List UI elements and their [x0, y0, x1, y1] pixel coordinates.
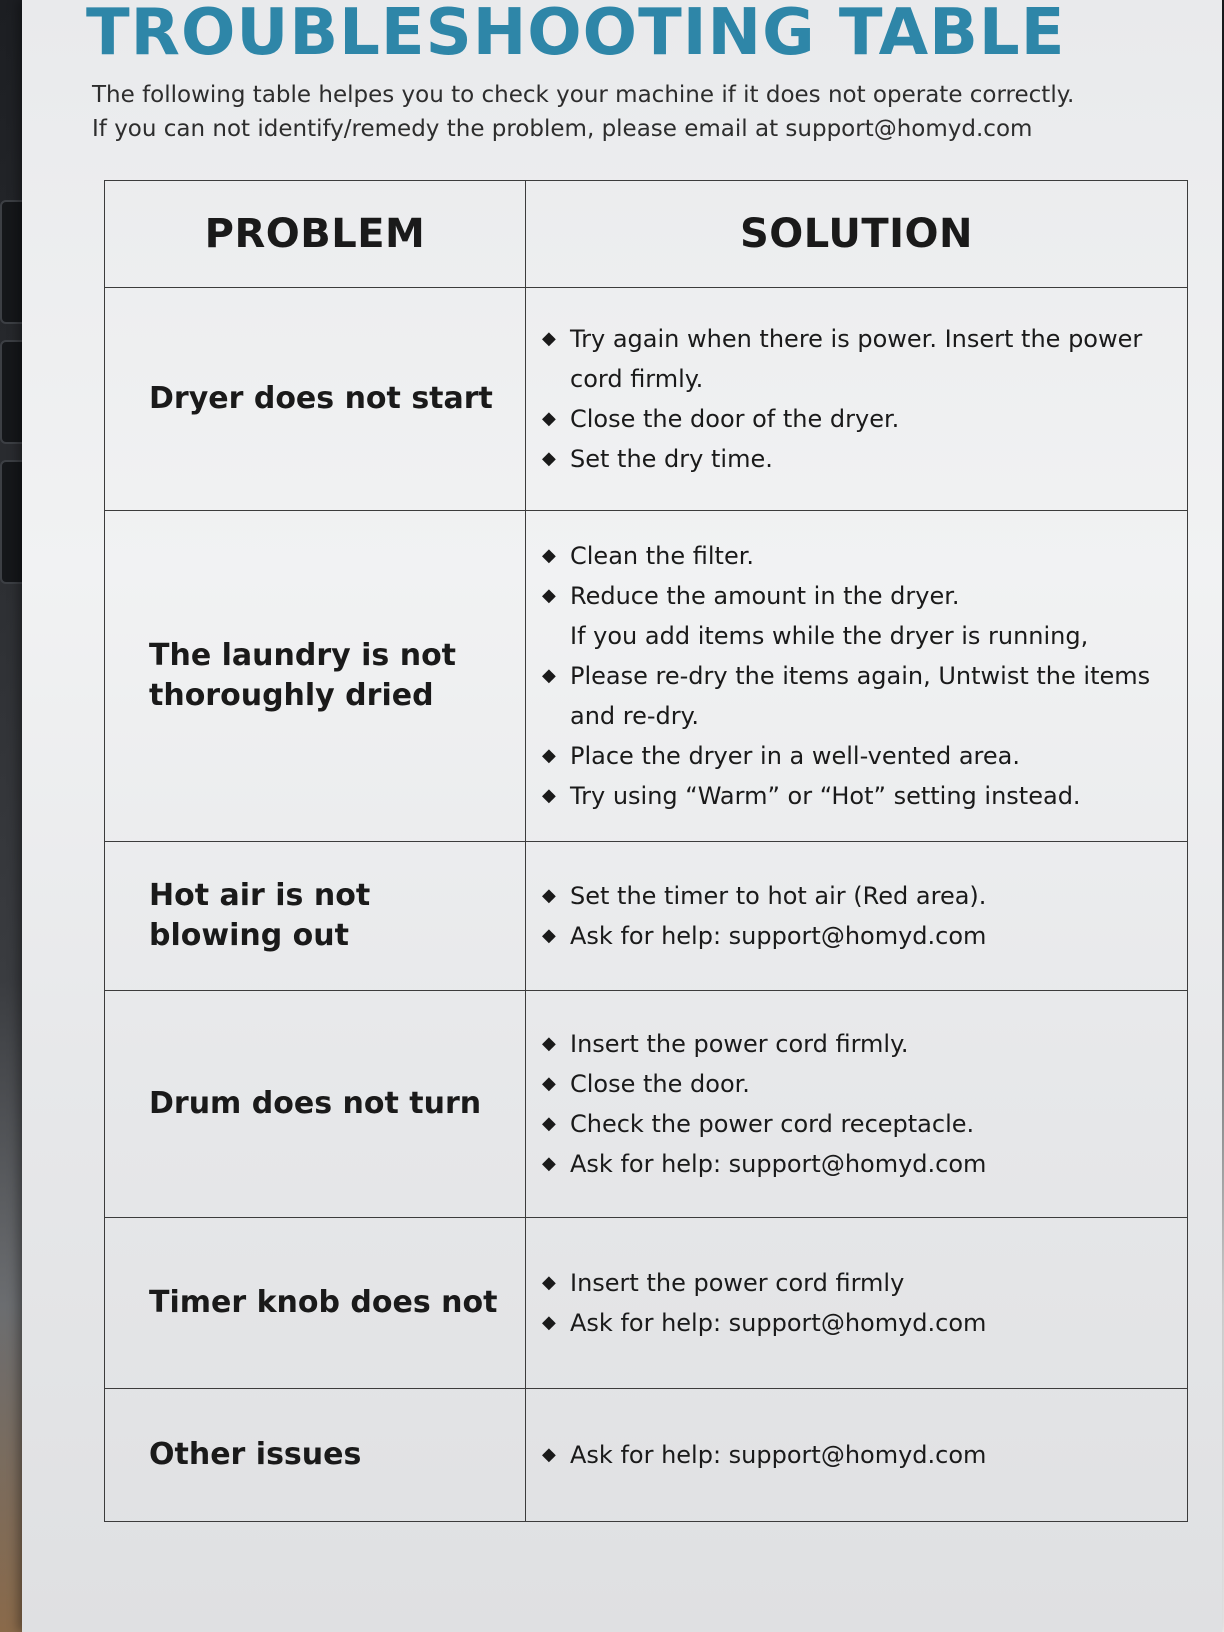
- intro-text: [92, 78, 1074, 146]
- solution-text: Close the door.: [570, 1070, 750, 1098]
- solution-cell: [526, 1218, 1188, 1389]
- solution-text: Close the door of the dryer.: [570, 405, 900, 433]
- solution-item: [542, 736, 1173, 776]
- table-row: [105, 842, 1188, 991]
- diamond-bullet-icon: ◆: [542, 1272, 556, 1293]
- diamond-bullet-icon: ◆: [542, 328, 556, 349]
- diamond-bullet-icon: ◆: [542, 885, 556, 906]
- solution-text: Set the dry time.: [570, 445, 773, 473]
- table-row: [105, 511, 1188, 842]
- solution-list: [542, 1263, 1173, 1343]
- table-row: [105, 1218, 1188, 1389]
- table-row: [105, 991, 1188, 1218]
- solution-item: [542, 439, 1173, 479]
- troubleshooting-sheet: [22, 0, 1222, 1632]
- solution-list: [542, 876, 1173, 956]
- problem-cell: The laundry is not thoroughly dried: [105, 511, 526, 842]
- solution-item: [542, 776, 1173, 816]
- solution-note: [542, 616, 1173, 656]
- solution-text: Ask for help: support@homyd.com: [570, 1309, 987, 1337]
- diamond-bullet-icon: ◆: [542, 408, 556, 429]
- solution-cell: [526, 991, 1188, 1218]
- diamond-bullet-icon: ◆: [542, 585, 556, 606]
- problem-cell: Hot air is not blowing out: [105, 842, 526, 991]
- diamond-bullet-icon: ◆: [542, 545, 556, 566]
- table-row: [105, 288, 1188, 511]
- solution-text: Reduce the amount in the dryer.: [570, 582, 960, 610]
- diamond-bullet-icon: ◆: [542, 1033, 556, 1054]
- solution-text: Try again when there is power. Insert the power cord firmly.: [570, 325, 1143, 393]
- solution-item: [542, 876, 1173, 916]
- diamond-bullet-icon: ◆: [542, 1312, 556, 1333]
- solution-item: [542, 1064, 1173, 1104]
- solution-item: [542, 916, 1173, 956]
- solution-item: [542, 1303, 1173, 1343]
- solution-list: [542, 1024, 1173, 1184]
- intro-line-1: The following table helpes you to check your machine if it does not operate correctly.: [92, 82, 1075, 108]
- intro-line-2: If you can not identify/remedy the problem, please email at support@homyd.com: [92, 116, 1033, 142]
- solution-text: Try using “Warm” or “Hot” setting instead.: [570, 782, 1081, 810]
- solution-item: [542, 1104, 1173, 1144]
- diamond-bullet-icon: ◆: [542, 665, 556, 686]
- problem-cell: Dryer does not start: [105, 288, 526, 511]
- solution-item: [542, 1263, 1173, 1303]
- diamond-bullet-icon: ◆: [542, 1073, 556, 1094]
- solution-list: [542, 319, 1173, 479]
- solution-text: Please re-dry the items again, Untwist the items and re-dry.: [570, 662, 1151, 730]
- diamond-bullet-icon: ◆: [542, 1153, 556, 1174]
- page-title: TROUBLESHOOTING TABLE: [86, 0, 1066, 70]
- problem-cell: Drum does not turn: [105, 991, 526, 1218]
- solution-item: [542, 1435, 1173, 1475]
- solution-list: [542, 536, 1173, 816]
- solution-item: [542, 1144, 1173, 1184]
- solution-text: Clean the filter.: [570, 542, 755, 570]
- diamond-bullet-icon: ◆: [542, 925, 556, 946]
- diamond-bullet-icon: ◆: [542, 1113, 556, 1134]
- solution-cell: [526, 842, 1188, 991]
- solution-cell: [526, 1389, 1188, 1522]
- solution-item: [542, 399, 1173, 439]
- solution-text: Ask for help: support@homyd.com: [570, 1150, 987, 1178]
- solution-list: [542, 1435, 1173, 1475]
- table-header-row: [105, 181, 1188, 288]
- diamond-bullet-icon: ◆: [542, 785, 556, 806]
- diamond-bullet-icon: ◆: [542, 448, 556, 469]
- solution-text: Check the power cord receptacle.: [570, 1110, 975, 1138]
- problem-cell: Other issues: [105, 1389, 526, 1522]
- solution-text: Place the dryer in a well-vented area.: [570, 742, 1020, 770]
- diamond-bullet-icon: ◆: [542, 745, 556, 766]
- solution-item: [542, 536, 1173, 576]
- solution-text: Ask for help: support@homyd.com: [570, 1441, 987, 1469]
- solution-item: [542, 319, 1173, 399]
- solution-item: [542, 1024, 1173, 1064]
- solution-text: If you add items while the dryer is running,: [570, 622, 1089, 650]
- solution-text: Ask for help: support@homyd.com: [570, 922, 987, 950]
- solution-item: [542, 576, 1173, 616]
- solution-cell: [526, 288, 1188, 511]
- problem-column-header: PROBLEM: [105, 181, 526, 288]
- solution-column-header: SOLUTION: [526, 181, 1188, 288]
- problem-cell: Timer knob does not: [105, 1218, 526, 1389]
- solution-text: Set the timer to hot air (Red area).: [570, 882, 987, 910]
- solution-cell: [526, 511, 1188, 842]
- diamond-bullet-icon: ◆: [542, 1444, 556, 1465]
- solution-text: Insert the power cord firmly.: [570, 1030, 909, 1058]
- solution-text: Insert the power cord firmly: [570, 1269, 905, 1297]
- solution-item: [542, 656, 1173, 736]
- troubleshooting-table: [104, 180, 1188, 1522]
- table-row: [105, 1389, 1188, 1522]
